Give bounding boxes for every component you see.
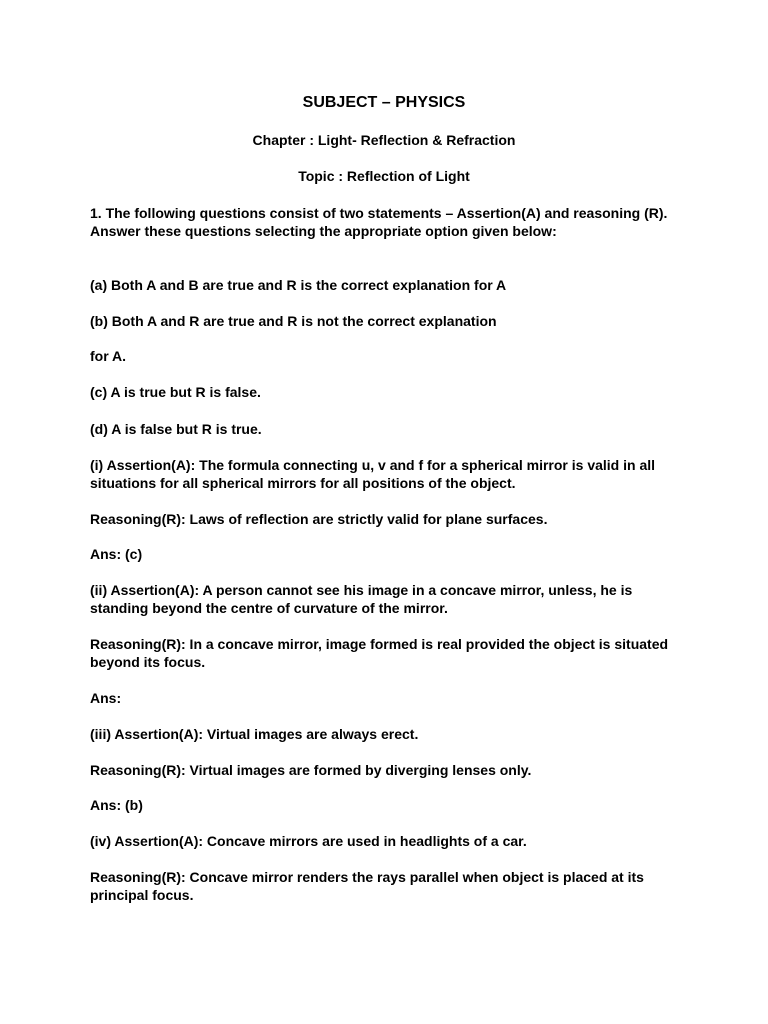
reasoning-iv: Reasoning(R): Concave mirror renders the rays parallel when object is placed at its principal focus. xyxy=(90,869,644,903)
chapter-line: Chapter : Light- Reflection & Refraction xyxy=(252,132,516,148)
reasoning-ii: Reasoning(R): In a concave mirror, image formed is real provided the object is situated beyond its focus. xyxy=(90,636,669,670)
option-b: (b) Both A and R are true and R is not the correct explanation xyxy=(90,313,497,329)
option-a: (a) Both A and B are true and R is the correct explanation for A xyxy=(90,277,507,293)
answer-i: Ans: (c) xyxy=(90,546,143,562)
option-d: (d) A is false but R is true. xyxy=(90,421,262,437)
subject-title: SUBJECT – PHYSICS xyxy=(302,94,466,111)
topic-line: Topic : Reflection of Light xyxy=(298,168,470,184)
assertion-iii: (iii) Assertion(A): Virtual images are always erect. xyxy=(90,726,419,742)
assertion-ii: (ii) Assertion(A): A person cannot see his image in a concave mirror, unless, he is standing beyond the centre of curvature of the mirror. xyxy=(90,582,633,616)
assertion-i: (i) Assertion(A): The formula connecting u, v and f for a spherical mirror is valid in all situations for all spherical mirrors for all positions of the object. xyxy=(90,457,656,491)
reasoning-i: Reasoning(R): Laws of reflection are strictly valid for plane surfaces. xyxy=(90,511,548,527)
answer-iii: Ans: (b) xyxy=(90,797,143,813)
question-intro: 1. The following questions consist of two statements – Assertion(A) and reasoning (R). Answer these questions selecting the appropriate option given below: xyxy=(90,205,668,239)
assertion-iv: (iv) Assertion(A): Concave mirrors are used in headlights of a car. xyxy=(90,833,527,849)
answer-ii: Ans: xyxy=(90,690,122,706)
option-b-continued: for A. xyxy=(90,348,127,364)
option-c: (c) A is true but R is false. xyxy=(90,384,261,400)
reasoning-iii: Reasoning(R): Virtual images are formed by diverging lenses only. xyxy=(90,762,532,778)
